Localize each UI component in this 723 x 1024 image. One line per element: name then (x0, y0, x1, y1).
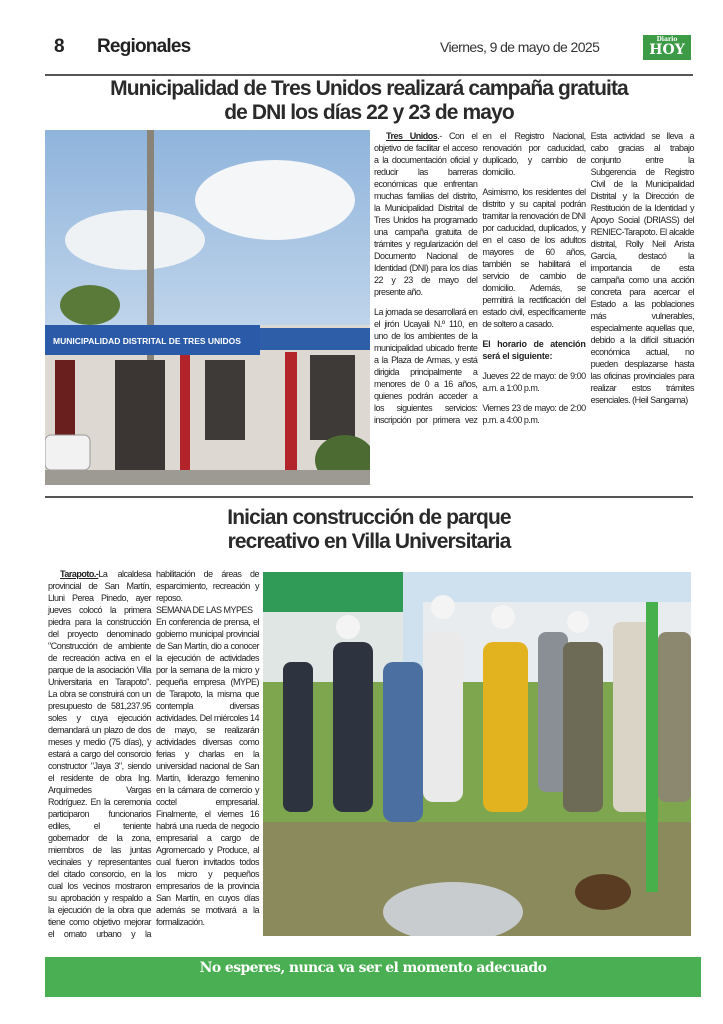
article1-headline (45, 77, 693, 125)
article1-paragraph-2: La jornada se desarrollará en el jirón Ucayali N.º 110, en uno de los ambientes de la municipalidad ubicado frente a la Plaza de Armas, y está dirigida principalmente a menores de 0 a 16 años, quienes podrán acceder a los siguientes servicios: inscripción por primera vez en el Registro Nacional, renovación por caducidad, duplicado, y cambio de domicilio. (374, 131, 586, 425)
article2-subhead: SEMANA DE LAS MYPES (156, 605, 253, 615)
logo-main-text: HOY (649, 42, 685, 58)
article2-columns (48, 568, 259, 940)
issue-date: Viernes, 9 de mayo de 2025 (440, 39, 600, 55)
article2-headline-line2: recreativo en Villa Universitaria (227, 530, 511, 553)
article1-schedule-title: El horario de atención será el siguiente: (482, 339, 586, 361)
article1-schedule-1: Jueves 22 de mayo: de 9:00 a.m. a 1:00 p.m. (482, 371, 586, 393)
article1-paragraph-1: .- Con el objetivo de facilitar el acceso a la documentación oficial y reducir las barreras económicas que enfrentan muchas familias del distrito, la Municipalidad Distrital de Tres Unidos ha programado una campaña gratuita de trámites y regularización del Documento Nacional de Identidad (DNI) para los días 22 y 23 de mayo del presente año. (374, 131, 478, 297)
article2-paragraph-1: La alcaldesa provincial de San Martín, Lluni Perea Pinedo, ayer jueves colocó la primera piedra para la construcción del proyecto denominado "Construcción de ambiente de recreación activa en el parque de la asociación Villa Universitaria en Tarapoto". La obra se construirá con un presupuesto de 581,237.95 soles y cuya ejecución demandará un plazo de dos meses y medio (75 días), y estará a cargo del consorcio constructor "Jaya 3", siendo el residente de obra Ing. Arquímedes Vargas Rodríguez. En la ceremonia participaron funcionarios ediles, el teniente gobernador de la zona, miembros de las juntas vecinales y representantes del citado consorcio, en la cual los vecinos mostraron su aprobación y respaldo a la ejecución de la obra que tiene como objetivo mejorar el ornato urbano y la habilitación de áreas de esparcimiento, recreación y reposo. (48, 569, 259, 939)
article1-lead: Tres Unidos (386, 131, 438, 141)
page-number: 8 (54, 36, 65, 57)
article1-headline-line2: de DNI los días 22 y 23 de mayo (224, 101, 514, 124)
article-divider (45, 496, 693, 498)
article1-schedule-2: Viernes 23 de mayo: de 2:00 p.m. a 4:00 p.m. (482, 403, 586, 425)
article2-lead: Tarapoto.- (60, 569, 99, 579)
article1-paragraph-3: Asimismo, los residentes del distrito y su capital podrán tramitar la renovación de DNI por caducidad, duplicados, y en el caso de los adultos mayores de 60 años, también se habilitará el servicio de cambio de domicilio. Además, se permitirá la rectificación del estado civil, específicamente de soltero a casado. (482, 187, 586, 329)
newspaper-logo (643, 35, 691, 60)
article2-photo (263, 572, 691, 936)
logo-small-text: Diario (656, 36, 678, 43)
footer-banner (45, 957, 701, 997)
article2-headline-line1: Inician construcción de parque (227, 506, 511, 529)
article2-paragraph-2: En conferencia de prensa, el gobierno municipal provincial de San Martín, dio a conocer la ejecución de actividades por la semana de la micro y pequeña empresa (MYPE) de Tarapoto, la misma que contempla diversas actividades. Del miércoles 14 de mayo, se realizarán actividades diversas como ferias y charlas en la universidad nacional de San Martín, liderazgo femenino en la cámara de comercio y coctel empresarial. Finalmente, el viernes 16 habrá una rueda de negocio empresarial a cargo de Agromercado y Produce, al cual fueron invitados todos los micro y pequeños empresarios de la provincia San Martín, en cuyos días además se motivará a la formalización. (156, 617, 259, 927)
section-title: Regionales (97, 36, 191, 57)
article1-paragraph-4: Esta actividad se lleva a cabo gracias al trabajo conjunto entre la Subgerencia de Registro Civil de la Municipalidad Distrital y la Dirección de Restitución de la Identidad y Apoyo Social (DRIASS) del RENIEC-Tarapoto. El alcalde distrital, Rolly Neil Arista García, destacó la importancia de esta campaña como una acción concreta para acercar el Estado a las poblaciones más vulnerables, especialmente aquellas que, debido a la difícil situación económica actual, no pueden desplazarse hasta las oficinas provinciales para realizar estos trámites esenciales. (Heil Sangama) (590, 131, 694, 405)
footer-banner-text: No esperes, nunca va ser el momento adecuado (199, 960, 547, 976)
article1-photo (45, 130, 370, 485)
article2-headline (45, 506, 693, 554)
photo-sign-text: MUNICIPALIDAD DISTRITAL DE TRES UNIDOS (53, 336, 241, 346)
article1-headline-line1: Municipalidad de Tres Unidos realizará campaña gratuita (110, 77, 628, 100)
header-divider (45, 74, 693, 76)
article1-columns (374, 130, 694, 426)
